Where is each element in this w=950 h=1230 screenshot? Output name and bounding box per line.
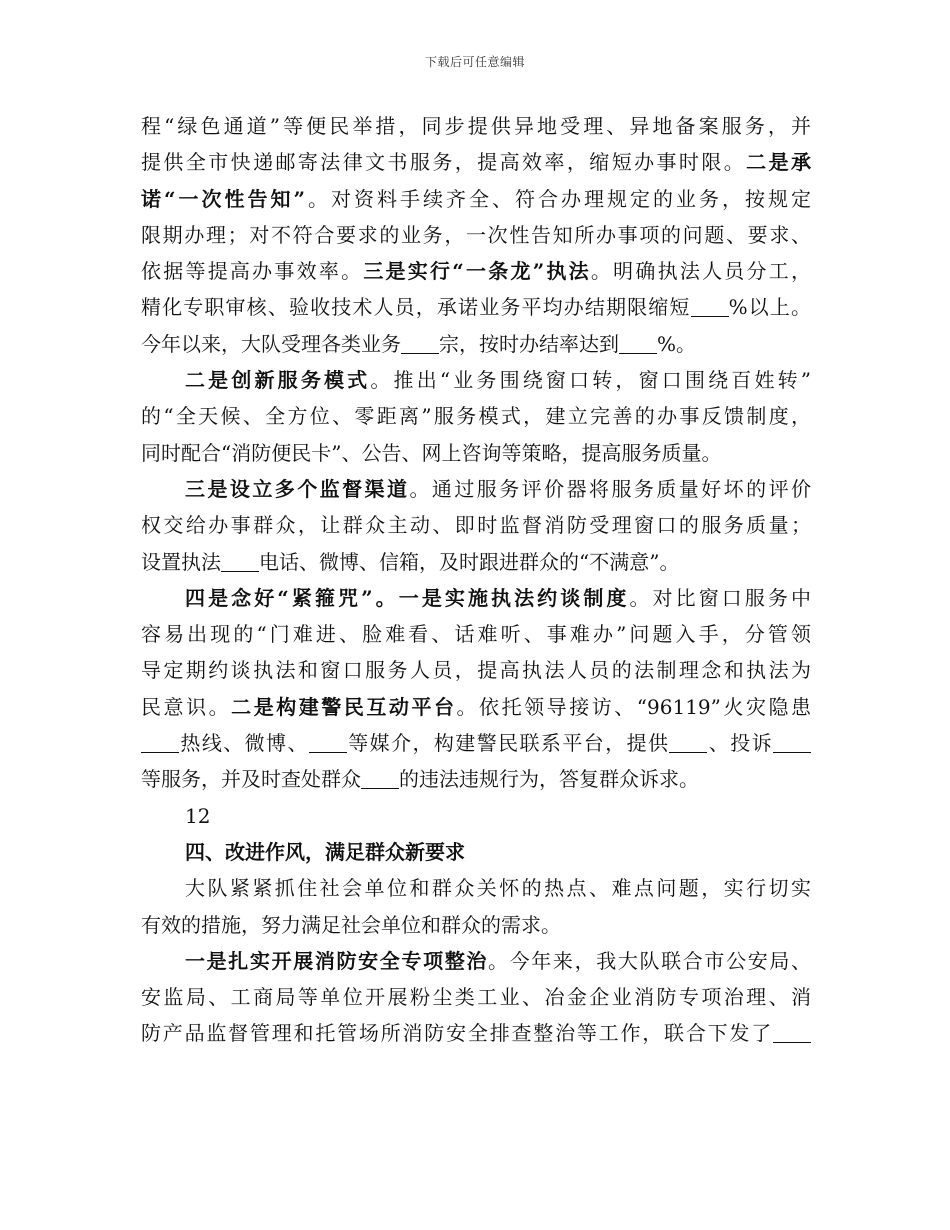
page-header: 下载后可任意编辑 <box>424 55 525 69</box>
text-run: 的违法违规行为，答复群众诉求。 <box>399 767 699 792</box>
text-line <box>141 108 811 144</box>
text-line <box>141 580 811 616</box>
text-line <box>141 507 811 543</box>
fill-in-blank <box>361 770 399 789</box>
text-line <box>141 870 811 906</box>
text-line <box>141 144 811 180</box>
text-line <box>141 616 811 652</box>
text-run: 民意识。 <box>141 694 232 719</box>
text-run: 等媒介，构建警民联系平台，提供 <box>346 731 670 756</box>
text-run: 设置执法 <box>141 549 221 574</box>
text-line <box>141 253 811 289</box>
text-run: 提供全市快递邮寄法律文书服务，提高效率，缩短办事时限。 <box>141 150 747 175</box>
text-run: 。通过服务评价器将服务质量好坏的评价 <box>409 476 812 501</box>
text-run: 宗，按时办结率达到 <box>439 331 619 356</box>
text-run: %以上。 <box>728 295 811 320</box>
text-line <box>141 398 811 434</box>
bold-text-run: 四、改进作风，满足群众新要求 <box>185 839 465 864</box>
bold-text-run: 二是构建警民互动平台 <box>231 694 457 719</box>
bold-text-run: 三是实行“一条龙”执法 <box>363 259 591 284</box>
fill-in-blank <box>773 734 811 753</box>
text-line <box>141 362 811 398</box>
text-run: 。对比窗口服务中 <box>629 585 811 610</box>
text-line <box>141 181 811 217</box>
text-line <box>141 979 811 1015</box>
fill-in-blank <box>221 553 259 572</box>
text-run: 防产品监督管理和托管场所消防安全排查整治等工作，联合下发了 <box>141 1021 773 1046</box>
text-run: 热线、微博、 <box>179 731 309 756</box>
text-run: 限期办理；对不符合要求的业务，一次性告知所办事项的问题、要求、 <box>141 222 811 247</box>
fill-in-blank <box>691 298 729 317</box>
fill-in-blank <box>401 335 439 354</box>
text-run: 大队紧紧抓住社会单位和群众关怀的热点、难点问题，实行切实 <box>185 876 811 901</box>
document-body <box>141 108 811 1052</box>
bold-text-run: 诺“一次性告知” <box>141 186 306 211</box>
text-run: 依据等提高办事效率。 <box>141 259 364 284</box>
text-run: 。推出“业务围绕窗口转，窗口围绕百姓转” <box>370 368 812 393</box>
text-run: 精化专职审核、验收技术人员，承诺业务平均办结期限缩短 <box>141 295 691 320</box>
text-line <box>141 435 811 471</box>
text-line <box>141 652 811 688</box>
text-run: 有效的措施，努力满足社会单位和群众的需求。 <box>141 912 561 937</box>
text-run: 。依托领导接访、“96119”火灾隐患 <box>456 694 812 719</box>
bold-text-run: 三是设立多个监督渠道 <box>185 476 410 501</box>
text-run: 安监局、工商局等单位开展粉尘类工业、冶金企业消防专项治理、消 <box>141 985 811 1010</box>
text-line <box>141 798 811 834</box>
fill-in-blank <box>619 335 657 354</box>
text-run: 权交给办事群众，让群众主动、即时监督消防受理窗口的服务质量； <box>141 513 811 538</box>
text-line <box>141 725 811 761</box>
text-line <box>141 834 811 870</box>
text-line <box>141 289 811 325</box>
text-run: 程“绿色通道”等便民举措，同步提供异地受理、异地备案服务，并 <box>141 114 811 138</box>
fill-in-blank <box>141 734 179 753</box>
text-line <box>141 471 811 507</box>
text-line <box>141 217 811 253</box>
text-run: 今年以来，大队受理各类业务 <box>141 331 401 356</box>
text-line <box>141 943 811 979</box>
text-run: 、投诉 <box>707 731 774 756</box>
bold-text-run: 四是念好“紧箍咒”。一是实施执法约谈制度 <box>185 585 630 610</box>
text-run: 。今年来，我大队联合市公安局、 <box>488 948 811 973</box>
fill-in-blank <box>773 1024 811 1043</box>
bold-text-run: 一是扎实开展消防安全专项整治 <box>185 948 488 973</box>
bold-text-run: 二是承 <box>746 150 811 175</box>
text-line <box>141 907 811 943</box>
text-run: 导定期约谈执法和窗口服务人员，提高执法人员的法制理念和执法为 <box>141 658 811 683</box>
text-run: %。 <box>657 331 697 356</box>
text-run: 容易出现的“门难进、脸难看、话难听、事难办”问题入手，分管领 <box>141 622 811 647</box>
text-run: 12 <box>185 803 211 828</box>
text-line <box>141 761 811 797</box>
text-run: 。对资料手续齐全、符合办理规定的业务，按规定 <box>305 186 812 211</box>
text-line <box>141 544 811 580</box>
bold-text-run: 二是创新服务模式 <box>185 368 371 393</box>
text-run: 电话、微博、信箱，及时跟进群众的“不满意”。 <box>259 549 680 574</box>
text-run: 等服务，并及时查处群众 <box>141 767 361 792</box>
text-run: 。明确执法人员分工， <box>590 259 812 284</box>
text-line <box>141 1015 811 1051</box>
text-line <box>141 689 811 725</box>
text-run: 同时配合“消防便民卡”、公告、网上咨询等策略，提高服务质量。 <box>141 440 722 465</box>
text-run: 的“全天候、全方位、零距离”服务模式，建立完善的办事反馈制度， <box>141 404 811 429</box>
text-line <box>141 326 811 362</box>
fill-in-blank <box>669 734 707 753</box>
fill-in-blank <box>309 734 347 753</box>
